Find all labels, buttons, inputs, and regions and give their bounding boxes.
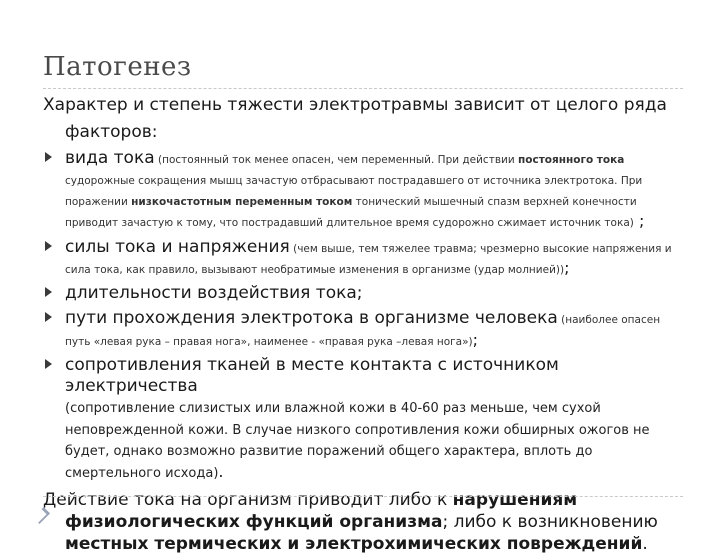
factor-term: вида тока bbox=[65, 147, 155, 168]
factor-term: силы тока и напряжения bbox=[65, 236, 290, 257]
slide-title: Патогенез bbox=[43, 52, 192, 82]
title-divider bbox=[43, 88, 683, 89]
factor-detail: (постоянный ток менее опасен, чем переменный. При действии постоянного тока судорожные сокращения мышц зачастую отбрасывают пострадавшего от источника электротока. При поражении низкочастотным переменным током тонический мышечный спазм верхней конечности приводит зачастую к тому, что пострадавший длительное время судорожно сжимает источник тока) bbox=[65, 153, 643, 230]
factor-list bbox=[43, 148, 683, 484]
factor-detail: (наиболее опасен путь «левая рука – правая нога», наименее - «правая рука –левая нога») bbox=[65, 314, 661, 348]
factor-item bbox=[43, 283, 683, 304]
factor-item bbox=[43, 237, 683, 280]
intro-line: Характер и степень тяжести электротравмы зависит от целого ряда bbox=[43, 95, 667, 115]
factor-item bbox=[43, 308, 683, 351]
bullet-arrow-icon bbox=[45, 152, 52, 162]
intro-line-continued: факторов: bbox=[65, 122, 158, 143]
factor-detail: (сопротивление слизистых или влажной кожи в 40-60 раз меньше, чем сухой неповрежденной кожи. В случае низкого сопротивления кожи обширных ожогов не будет, однако возможно развитие поражений общего характера, вплоть до смертельного исхода) bbox=[65, 401, 650, 481]
intro-text bbox=[43, 95, 683, 144]
factor-term: пути прохождения электротока в организме человека bbox=[65, 308, 558, 329]
factor-end: ; bbox=[472, 329, 479, 349]
factor-term: длительности воздействия тока; bbox=[65, 283, 363, 303]
factor-end: ; bbox=[633, 211, 645, 231]
bullet-arrow-icon bbox=[45, 287, 52, 297]
factor-term: сопротивления тканей в месте контакта с источником электричества bbox=[65, 354, 559, 396]
bullet-arrow-icon bbox=[45, 359, 52, 369]
factor-end: ; bbox=[564, 257, 570, 277]
factor-item bbox=[43, 355, 683, 484]
bullet-arrow-icon bbox=[45, 312, 52, 322]
factor-end: . bbox=[218, 461, 224, 481]
bullet-arrow-icon bbox=[45, 241, 52, 251]
footer-divider bbox=[43, 496, 683, 497]
conclusion-text: Действие тока на организм приводит либо к нарушениям физиологических функций организма; либо к возникновению местных термических и электрохимических повреждений. bbox=[43, 490, 658, 555]
factor-detail: (чем выше, тем тяжелее травма; чрезмерно высокие напряжения и сила тока, как правило, вызывают необратимые изменения в организме (удар молнией)) bbox=[65, 242, 672, 276]
slide-content bbox=[43, 95, 683, 556]
factor-item bbox=[43, 148, 683, 233]
